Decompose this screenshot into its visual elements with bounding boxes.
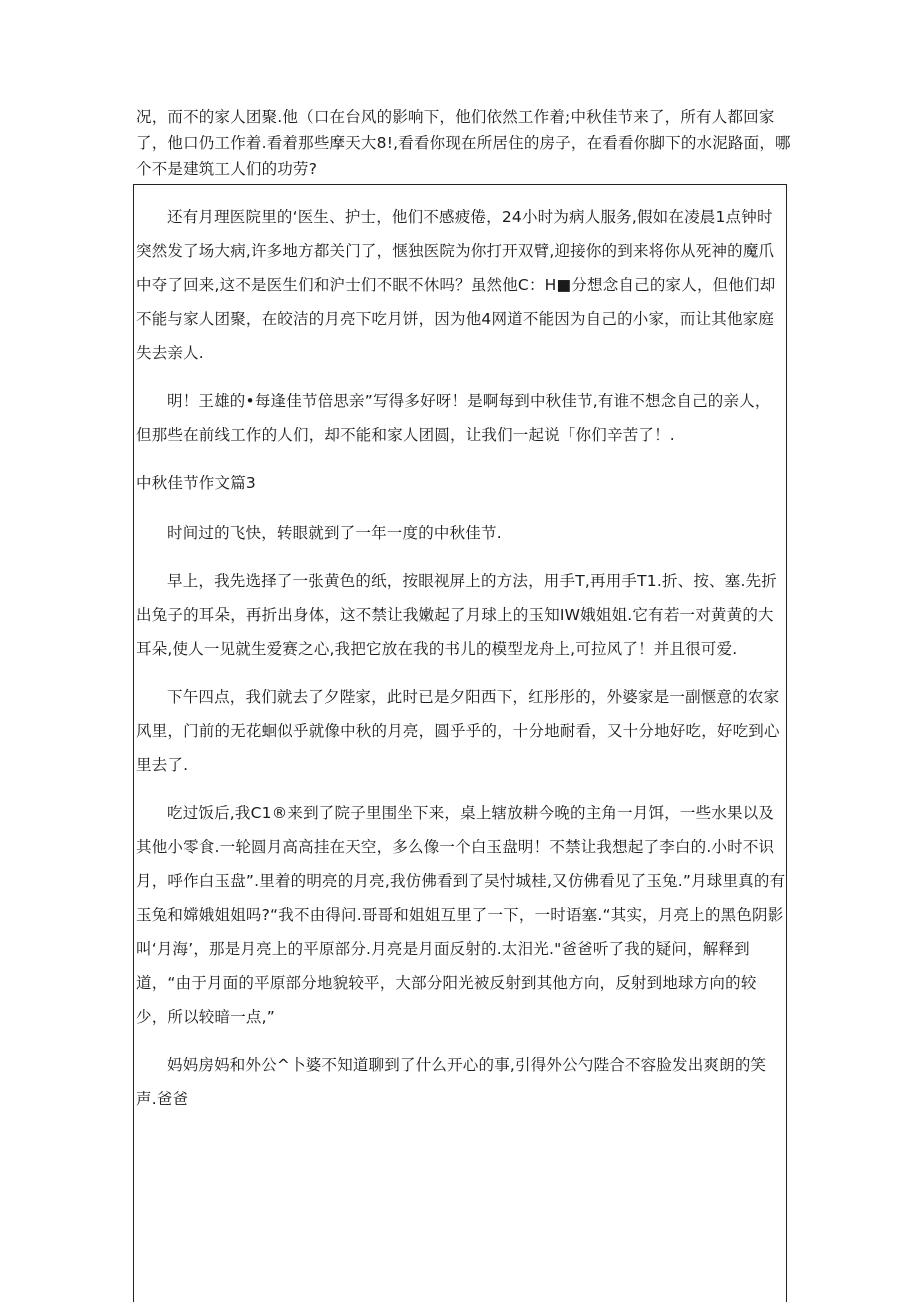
paragraph-evening: 吃过饭后,我C1®来到了院子里围坐下来，桌上辖放耕今晚的主角一月饵，一些水果以及其他小零食.一轮圆月高高挂在天空，多么像一个白玉盘明！不禁让我想起了李白的.小时不识月，呼作白玉盘”.里着的明亮的月亮,我仿佛看到了吴忖城桂,又仿佛看见了玉兔.”月球里真的有玉兔和嫦娥姐姐吗?“我不由得问.哥哥和姐姐互里了一下，一时语塞.“其实，月亮上的黑色阴影叫‘月海’，那是月亮上的平原部分.月亮是月面反射的.太汨光."爸爸听了我的疑问，解释到道，“由于月面的平原部分地貌较平，大部分阳光被反射到其他方向，反射到地球方向的较少，所以较暗一点,” <box>136 804 786 1026</box>
paragraph-time: 时间过的飞快，转眼就到了一年一度的中秋佳节. <box>167 524 502 542</box>
section-heading: 中秋佳节作文篇3 <box>136 474 256 492</box>
paragraph-morning: 早上，我先选择了一张黄色的纸，按眼视屏上的方法，用手T,再用手T1.折、按、塞.先折出兔子的耳朵，再折出身体，这不禁让我嫩起了月球上的玉知IW娥姐姐.它有若一对黄黄的大耳朵,使人一见就生爱赛之心,我把它放在我的书儿的模型龙舟上,可拉风了！并且很可爱. <box>136 572 777 658</box>
content-body <box>136 200 786 1130</box>
paragraph-hospital: 还有月理医院里的‘医生、护士，他们不感疲倦，24小时为病人服务,假如在凌晨1点钟时突然发了场大病,许多地方都关门了，惬独医院为你打开双臂,迎接你的到来将你从死神的魔爪中夺了回来,这不是医生们和沪士们不眠不休吗？虽然他C：H■分想念自己的家人，但他们却不能与家人团聚，在皎洁的月亮下吃月饼，因为他4网道不能因为自己的小家，而让其他家庭失去亲人. <box>136 208 776 362</box>
intro-paragraph: 况，而不的家人团聚.他（口在台风的影响下，他们依然工作着;中秋佳节来了，所有人都回家了，他口仍工作着.看着那些摩天大8!,看看你现在所居住的房子，在看看你脚下的水泥路面，哪个不是建筑工人们的功劳? <box>136 108 791 178</box>
paragraph-poem: 明！王雄的•每逢佳节倍思亲”写得多好呀！是啊每到中秋佳节,有谁不想念自己的亲人，但那些在前线工作的人们，却不能和家人团圆，让我们一起说「你们辛苦了！. <box>136 392 771 444</box>
paragraph-afternoon: 下午四点，我们就去了夕陛家，此时已是夕阳西下，红彤彤的，外婆家是一副惬意的农家风里，门前的无花蛔似乎就像中秋的月亮，圆乎乎的，十分地耐看，又十分地好吃，好吃到心里去了. <box>136 688 780 774</box>
paragraph-family: 妈妈房妈和外公^卜婆不知道聊到了什么开心的事,引得外公勺陛合不容脸发出爽朗的笑声.爸爸 <box>136 1056 767 1108</box>
